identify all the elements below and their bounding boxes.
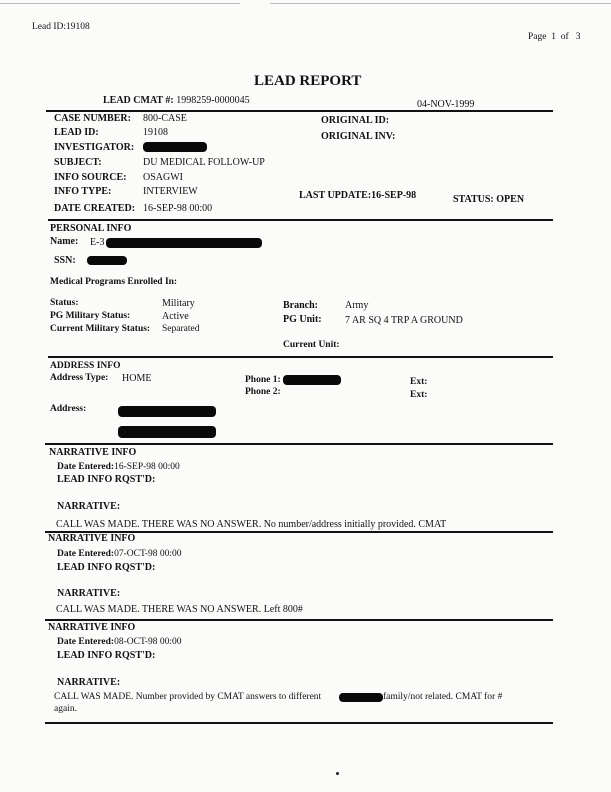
case-number-label: CASE NUMBER: xyxy=(54,113,131,124)
page-current: 1 xyxy=(551,32,556,42)
narrative-text-part2: family/not related. CMAT for # xyxy=(383,692,503,702)
pg-unit-label: PG Unit: xyxy=(283,314,322,325)
family-name-redaction xyxy=(339,693,383,702)
subject-label: SUBJECT: xyxy=(54,157,102,168)
status-mil-value: Military xyxy=(162,298,195,309)
lead-info-rqstd-label: LEAD INFO RQST'D: xyxy=(57,650,156,661)
info-type-label: INFO TYPE: xyxy=(54,186,112,197)
divider xyxy=(46,110,553,112)
page-indicator xyxy=(528,32,581,42)
lead-info-rqstd-label: LEAD INFO RQST'D: xyxy=(57,562,156,573)
date-entered-label: Date Entered: xyxy=(57,462,115,472)
date-entered-label: Date Entered: xyxy=(57,549,115,559)
narrative-label: NARRATIVE: xyxy=(57,677,121,688)
page-of: of xyxy=(560,32,569,42)
current-unit-label: Current Unit: xyxy=(283,340,340,350)
pg-unit-value: 7 AR SQ 4 TRP A GROUND xyxy=(345,315,463,326)
phone1-label: Phone 1: xyxy=(245,375,281,385)
medical-programs-label: Medical Programs Enrolled In: xyxy=(50,277,178,287)
scan-edge-line xyxy=(0,3,240,4)
narrative-text: CALL WAS MADE. THERE WAS NO ANSWER. No number/address initially provided. CMAT xyxy=(56,519,447,530)
status-value: OPEN xyxy=(496,194,525,205)
narrative-text-line2: again. xyxy=(54,704,77,714)
divider xyxy=(45,443,553,445)
ssn-redaction xyxy=(87,256,127,265)
divider xyxy=(48,219,553,221)
lead-cmat xyxy=(103,95,250,106)
last-update-label: LAST UPDATE: xyxy=(299,190,372,201)
lead-cmat-label: LEAD CMAT #: xyxy=(103,95,174,106)
name-label: Name: xyxy=(50,236,79,247)
address-line1-redaction xyxy=(118,406,216,417)
ssn-label: SSN: xyxy=(54,255,76,266)
narrative-text: CALL WAS MADE. THERE WAS NO ANSWER. Left 800# xyxy=(56,604,303,615)
pg-military-status-value: Active xyxy=(162,311,189,322)
narrative-text-part1: CALL WAS MADE. Number provided by CMAT answers to different xyxy=(54,692,322,702)
ext2-label: Ext: xyxy=(410,390,428,400)
narrative-section-title: NARRATIVE INFO xyxy=(49,447,137,458)
divider xyxy=(45,619,553,621)
address-type-value: HOME xyxy=(122,373,152,384)
phone1-redaction xyxy=(283,375,341,385)
investigator-label: INVESTIGATOR: xyxy=(54,142,135,153)
last-update xyxy=(299,190,416,201)
original-inv-label: ORIGINAL INV: xyxy=(321,131,396,142)
divider xyxy=(48,356,553,358)
address-label: Address: xyxy=(50,404,87,414)
divider xyxy=(45,722,553,724)
date-entered-value: 08-OCT-98 00:00 xyxy=(114,637,182,647)
lead-info-rqstd-label: LEAD INFO RQST'D: xyxy=(57,474,156,485)
report-date: 04-NOV-1999 xyxy=(417,99,475,110)
info-source-label: INFO SOURCE: xyxy=(54,172,127,183)
date-entered-value: 16-SEP-98 00:00 xyxy=(114,462,180,472)
page-total: 3 xyxy=(575,32,581,42)
date-created-label: DATE CREATED: xyxy=(54,203,136,214)
branch-value: Army xyxy=(345,300,369,311)
header-lead-id-label: Lead ID: xyxy=(32,22,67,32)
case-number-value: 800-CASE xyxy=(143,113,187,124)
subject-value: DU MEDICAL FOLLOW-UP xyxy=(143,157,265,168)
narrative-label: NARRATIVE: xyxy=(57,588,121,599)
scan-speck xyxy=(336,772,339,775)
info-source-value: OSAGWI xyxy=(143,172,183,183)
date-entered-value: 07-OCT-98 00:00 xyxy=(114,549,182,559)
status xyxy=(453,194,524,205)
page-label: Page xyxy=(528,32,547,42)
address-section-title: ADDRESS INFO xyxy=(50,361,121,371)
current-military-status-value: Separated xyxy=(162,324,200,334)
page-title: LEAD REPORT xyxy=(254,73,362,89)
ext1-label: Ext: xyxy=(410,377,428,387)
status-mil-label: Status: xyxy=(50,298,79,308)
date-entered xyxy=(57,462,180,472)
narrative-section-title: NARRATIVE INFO xyxy=(48,622,136,633)
status-label: STATUS: xyxy=(453,194,494,205)
case-lead-id-label: LEAD ID: xyxy=(54,127,99,138)
date-created-value: 16-SEP-98 00:00 xyxy=(143,203,213,214)
pg-military-status-label: PG Military Status: xyxy=(50,311,131,321)
header-lead-id-value: 19108 xyxy=(66,22,90,32)
date-entered-label: Date Entered: xyxy=(57,637,115,647)
investigator-redaction xyxy=(143,142,207,152)
info-type-value: INTERVIEW xyxy=(143,186,198,197)
scan-edge-line xyxy=(270,3,611,4)
address-line2-redaction xyxy=(118,426,216,438)
address-type-label: Address Type: xyxy=(50,373,109,383)
last-update-value: 16-SEP-98 xyxy=(371,190,417,201)
name-redaction xyxy=(106,238,262,248)
header-lead-id xyxy=(32,22,90,32)
date-entered xyxy=(57,637,182,647)
date-entered xyxy=(57,549,182,559)
current-military-status-label: Current Military Status: xyxy=(50,324,151,334)
personal-section-title: PERSONAL INFO xyxy=(50,223,132,234)
branch-label: Branch: xyxy=(283,300,318,311)
narrative-label: NARRATIVE: xyxy=(57,501,121,512)
original-id-label: ORIGINAL ID: xyxy=(321,115,390,126)
name-value: E-3 xyxy=(90,237,105,248)
phone2-label: Phone 2: xyxy=(245,387,281,397)
narrative-section-title: NARRATIVE INFO xyxy=(48,533,136,544)
lead-cmat-value: 1998259-0000045 xyxy=(176,95,250,106)
case-lead-id-value: 19108 xyxy=(143,127,168,138)
